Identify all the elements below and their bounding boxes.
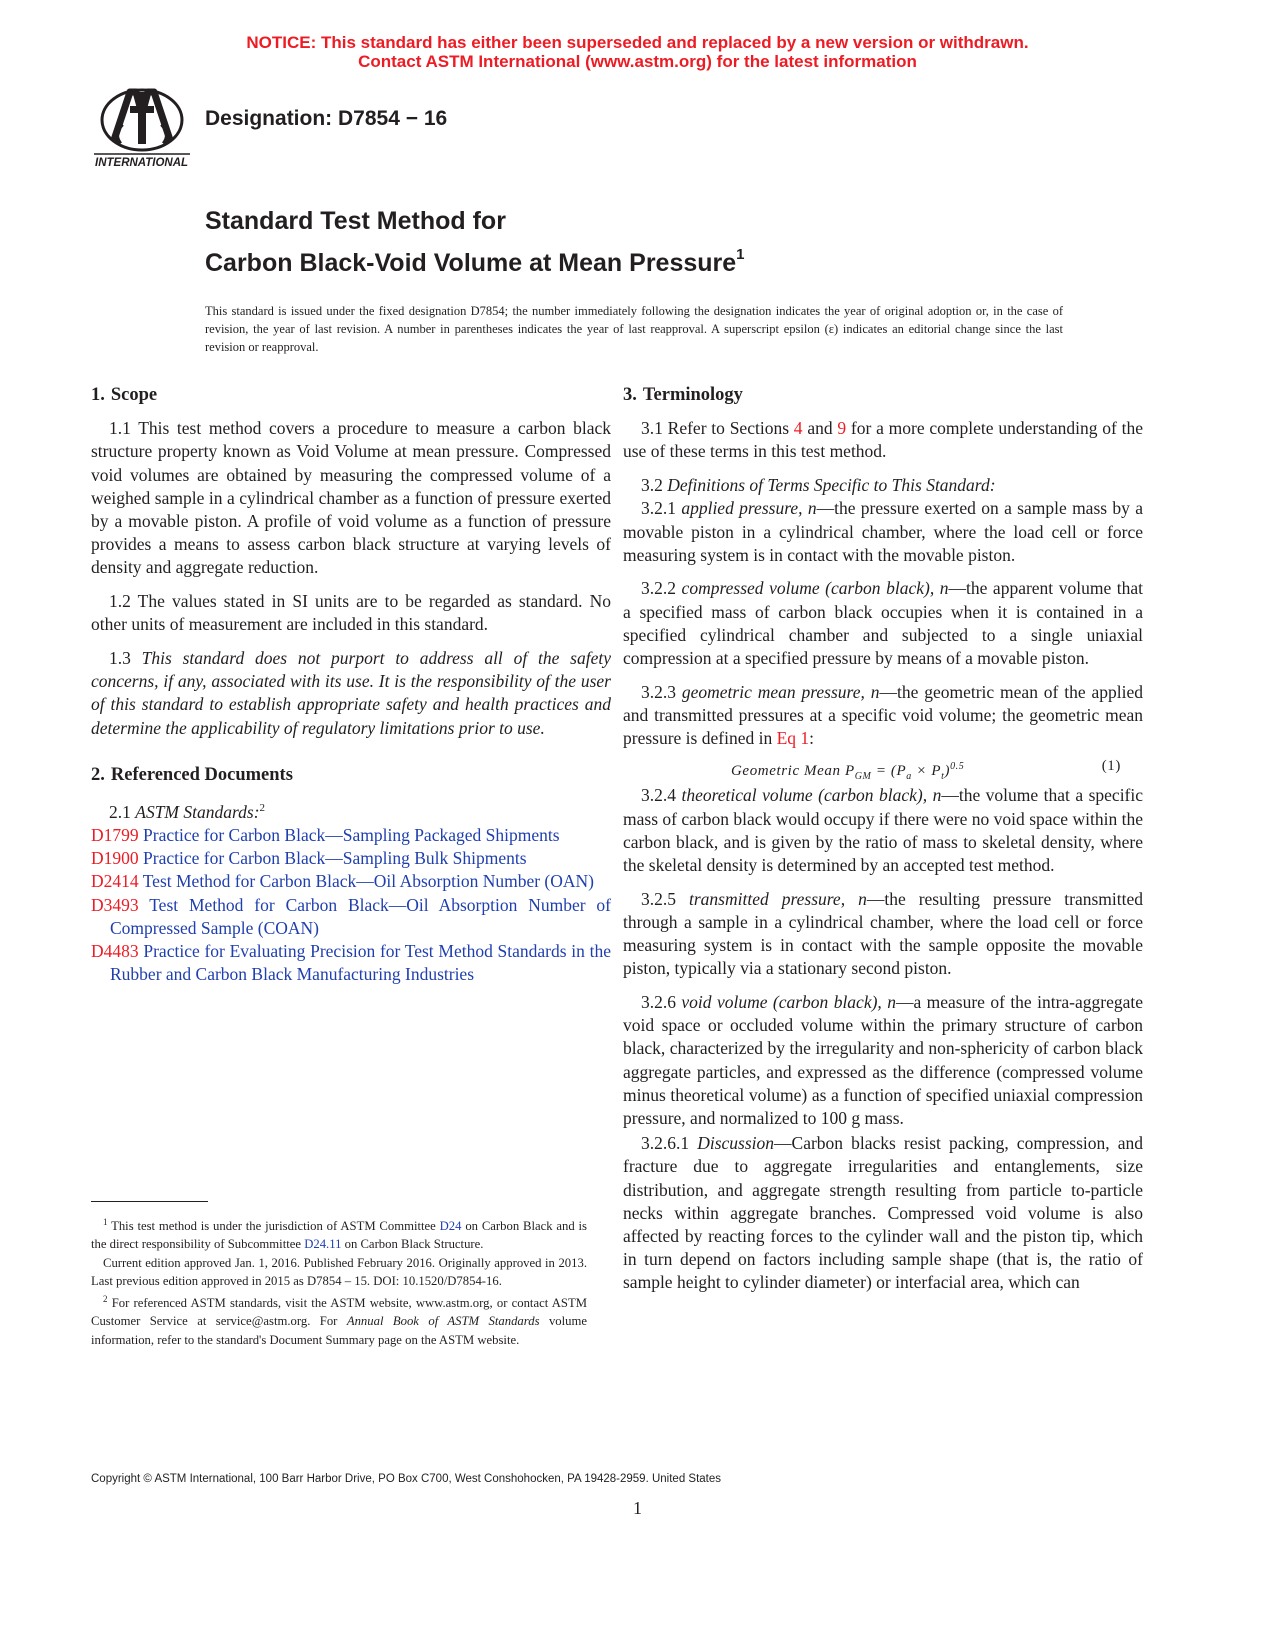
definition-3-2-6 — [623, 991, 1143, 1130]
eq-part: = (P — [871, 763, 907, 780]
definition-text: —a measure of the intra-aggregate void space or occluded volume within the primary structure of carbon black, characterized by the irregularity and non-sphericity of carbon black aggregate particles, and expressed as the difference (compressed volume minus theoretical volume) as a function of specified uniaxial compression pressure, and normalized to 100 g mass. — [623, 991, 1144, 1128]
title-line-2 — [205, 238, 745, 280]
paragraph-text: and — [802, 418, 838, 439]
section-title: Terminology — [642, 385, 743, 405]
paragraph-number: 3.2.6 — [641, 991, 676, 1012]
notice-line-1: NOTICE: This standard has either been superseded and replaced by a new version or withdrawn. — [246, 33, 1029, 52]
eq-subscript: a — [906, 771, 912, 783]
ref-code[interactable]: D4483 — [91, 941, 139, 962]
defined-term: applied pressure, n — [681, 498, 817, 519]
definition-text: —the volume that a specific mass of carbon black would occupy if there were no void space within the carbon black, and is given by the ratio of mass to skeletal density, where the skeletal density is determined by an accepted test method. — [623, 785, 1144, 875]
paragraph-number: 3.2.6.1 — [641, 1133, 690, 1154]
ref-title[interactable]: Test Method for Carbon Black—Oil Absorption Number of Compressed Sample (COAN) — [110, 894, 611, 938]
section-4-link[interactable]: 4 — [793, 418, 803, 439]
equation-link[interactable]: Eq 1 — [776, 728, 810, 749]
ref-item[interactable] — [91, 940, 611, 986]
safety-statement: This standard does not purport to address all of the safety concerns, if any, associated with its use. It is the responsibility of the user of this standard to establish appropriate safety and health practices and determine the applicability of regulatory limitations prior to use. — [91, 648, 611, 738]
footnote-text: This test method is under the jurisdiction of ASTM Committee — [107, 1219, 440, 1234]
astm-standards-label: ASTM Standards: — [135, 801, 260, 822]
ref-title[interactable]: Practice for Carbon Black—Sampling Packaged Shipments — [143, 825, 560, 846]
footnote-text: For referenced ASTM standards, visit the ASTM website, www.astm.org, or contact ASTM Customer Service at service@astm.org. For — [91, 1296, 587, 1329]
footnote-1-edition: Current edition approved Jan. 1, 2016. Published February 2016. Originally approved in 2013. Last previous edition approved in 2015 as D7854 – 15. DOI: 10.1520/D7854-16. — [91, 1255, 587, 1288]
designation: Designation: D7854 − 16 — [205, 107, 448, 130]
definition-text: —the geometric mean of the applied and transmitted pressures at a specific void volume; the geometric mean pressure is defined in — [623, 681, 1144, 749]
left-column — [91, 384, 611, 987]
definition-3-2-2 — [623, 577, 1143, 670]
footnote-text: on Carbon Black Structure. — [341, 1237, 484, 1252]
footnote-mark: 2 — [259, 802, 266, 815]
paragraph-number: 3.2.1 — [641, 498, 676, 519]
definition-3-2-1 — [623, 497, 1143, 567]
eq-part: Geometric Mean P — [731, 763, 855, 780]
astm-logo-icon — [92, 84, 194, 176]
definition-text: —the pressure exerted on a sample mass by a movable piston in a cylindrical chamber, where the load cell or force measuring system is in contact with the movable piston. — [623, 498, 1143, 565]
right-column — [623, 384, 1143, 1305]
ref-title[interactable]: Test Method for Carbon Black—Oil Absorption Number (OAN) — [142, 871, 594, 892]
paragraph-number: 3.2.2 — [641, 578, 676, 599]
document-title — [205, 205, 745, 280]
definition-3-2-4 — [623, 784, 1143, 877]
paragraph-number: 3.2.3 — [641, 681, 676, 702]
defined-term: transmitted pressure, n — [689, 888, 867, 909]
footnote-2 — [91, 1290, 587, 1349]
defined-term: theoretical volume (carbon black), n — [681, 785, 942, 806]
section-number: 2. — [91, 764, 105, 785]
ref-title[interactable]: Practice for Evaluating Precision for Test Method Standards in the Rubber and Carbon Black Manufacturing Industries — [110, 941, 612, 985]
discussion-3-2-6-1 — [623, 1132, 1143, 1294]
paragraph-1-3 — [91, 647, 611, 740]
title-footnote-mark: 1 — [736, 246, 745, 263]
paragraph-number: 3.2 — [641, 475, 663, 496]
definition-text: —the resulting pressure transmitted through a sample in a cylindrical chamber, where the load cell or force measuring system is in contact with the sample opposite the movable piston, typically via a stationary second piston. — [623, 888, 1143, 979]
paragraph-text: 3.1 Refer to Sections — [641, 418, 794, 439]
definition-text: : — [809, 728, 815, 749]
footnote-mark: 1 — [103, 1217, 108, 1227]
ref-title[interactable]: Practice for Carbon Black—Sampling Bulk Shipments — [143, 848, 527, 869]
section-title: Scope — [110, 385, 158, 405]
ref-item[interactable] — [91, 894, 611, 940]
copyright: Copyright © ASTM International, 100 Barr Harbor Drive, PO Box C700, West Conshohocken, PA 19428-2959. United States — [91, 1473, 722, 1485]
paragraph-1-1: 1.1 This test method covers a procedure to measure a carbon black structure property known as Void Volume at mean pressure. Compressed void volumes are obtained by measuring the compressed volume of a weighed sample in a cylindrical chamber as a function of pressure exerted by a movable piston. A profile of void volume as a function of pressure provides a means to assess carbon black structure at varying levels of density and aggregate reduction. — [91, 418, 611, 578]
title-line-1: Standard Test Method for — [205, 207, 506, 235]
footnote-text: volume information, refer to the standard's Document Summary page on the ASTM website. — [91, 1314, 587, 1347]
footnotes — [91, 1213, 587, 1349]
subsection-title: Definitions of Terms Specific to This Standard: — [667, 475, 996, 496]
paragraph-number: 2.1 — [109, 801, 131, 822]
subcommittee-link[interactable]: D24.11 — [304, 1237, 342, 1252]
paragraph-number: 3.2.4 — [641, 785, 676, 806]
defined-term: void volume (carbon black), n — [681, 991, 896, 1012]
equation-expression — [731, 755, 964, 788]
discussion-text: —Carbon blacks resist packing, compression, and fracture due to aggregate irregularities and entanglements, size distribution, and aggregate strength resulting from particle to-particle necks within aggregate branches. Compressed void volume is also affected by reacting forces to the cylinder wall and the piston tip, which in turn depend on factors including sample shape (that is, the ratio of sample height to cylinder diameter) or interfacial area, which can — [623, 1133, 1143, 1293]
ref-item[interactable] — [91, 870, 611, 893]
astm-logo — [92, 84, 194, 176]
eq-exponent: 0.5 — [950, 761, 965, 773]
definition-text: —the apparent volume that a specified mass of carbon black occupies when it is contained in a specified cylindrical chamber and subjected to a single uniaxial compression at a specified pressure by means of a movable piston. — [623, 578, 1143, 669]
definition-3-2-3 — [623, 681, 1143, 751]
logo-text: INTERNATIONAL — [95, 157, 189, 169]
eq-part: × P — [911, 763, 942, 780]
section-title: Referenced Documents — [110, 764, 293, 785]
section-refdocs-heading — [91, 764, 611, 787]
ref-code[interactable]: D1799 — [91, 825, 139, 846]
defined-term: compressed volume (carbon black), n — [681, 578, 949, 599]
paragraph-text: for a more complete understanding of the use of these terms in this test method. — [623, 418, 1143, 462]
ref-code[interactable]: D3493 — [91, 894, 139, 915]
equation-1 — [623, 752, 1143, 783]
footnote-mark: 2 — [103, 1294, 108, 1305]
eq-subscript: t — [941, 771, 945, 783]
title-main: Carbon Black-Void Volume at Mean Pressure — [205, 249, 737, 277]
ref-code[interactable]: D1900 — [91, 848, 139, 869]
page-number: 1 — [633, 1498, 642, 1518]
footnote-1 — [91, 1213, 587, 1254]
paragraph-1-2: 1.2 The values stated in SI units are to be regarded as standard. No other units of measurement are included in this standard. — [91, 591, 611, 635]
discussion-label: Discussion — [697, 1133, 775, 1154]
committee-link[interactable]: D24 — [439, 1219, 462, 1234]
equation-number: (1) — [1101, 758, 1121, 775]
section-terminology-heading — [623, 384, 1143, 407]
paragraph-2-1 — [91, 797, 611, 824]
ref-code[interactable]: D2414 — [91, 871, 139, 892]
paragraph-number: 1.3 — [109, 648, 131, 669]
ref-item[interactable] — [91, 824, 611, 847]
eq-subscript: GM — [854, 771, 872, 783]
section-scope-heading — [91, 384, 611, 407]
section-number: 3. — [623, 385, 637, 405]
paragraph-3-2 — [623, 474, 1143, 497]
footnote-divider — [91, 1201, 208, 1202]
section-number: 1. — [91, 385, 105, 405]
notice-banner — [0, 33, 1275, 71]
definition-3-2-5 — [623, 888, 1143, 981]
notice-line-2: Contact ASTM International (www.astm.org) for the latest information — [358, 52, 917, 71]
footnote-text: on Carbon Black and is the direct responsibility of Subcommittee — [91, 1219, 587, 1252]
issued-note: This standard is issued under the fixed designation D7854; the number immediately following the designation indicates the year of original adoption or, in the case of revision, the year of last revision. A number in parentheses indicates the year of last reapproval. A superscript epsilon (ε) indicates an editorial change since the last revision or reapproval. — [205, 304, 1063, 354]
defined-term: geometric mean pressure, n — [681, 681, 880, 702]
section-9-link[interactable]: 9 — [837, 418, 847, 439]
footnote-italic: Annual Book of ASTM Standards — [346, 1314, 540, 1329]
ref-item[interactable] — [91, 847, 611, 870]
eq-part: ) — [944, 763, 951, 780]
paragraph-3-1 — [623, 417, 1143, 463]
paragraph-number: 3.2.5 — [641, 888, 676, 909]
